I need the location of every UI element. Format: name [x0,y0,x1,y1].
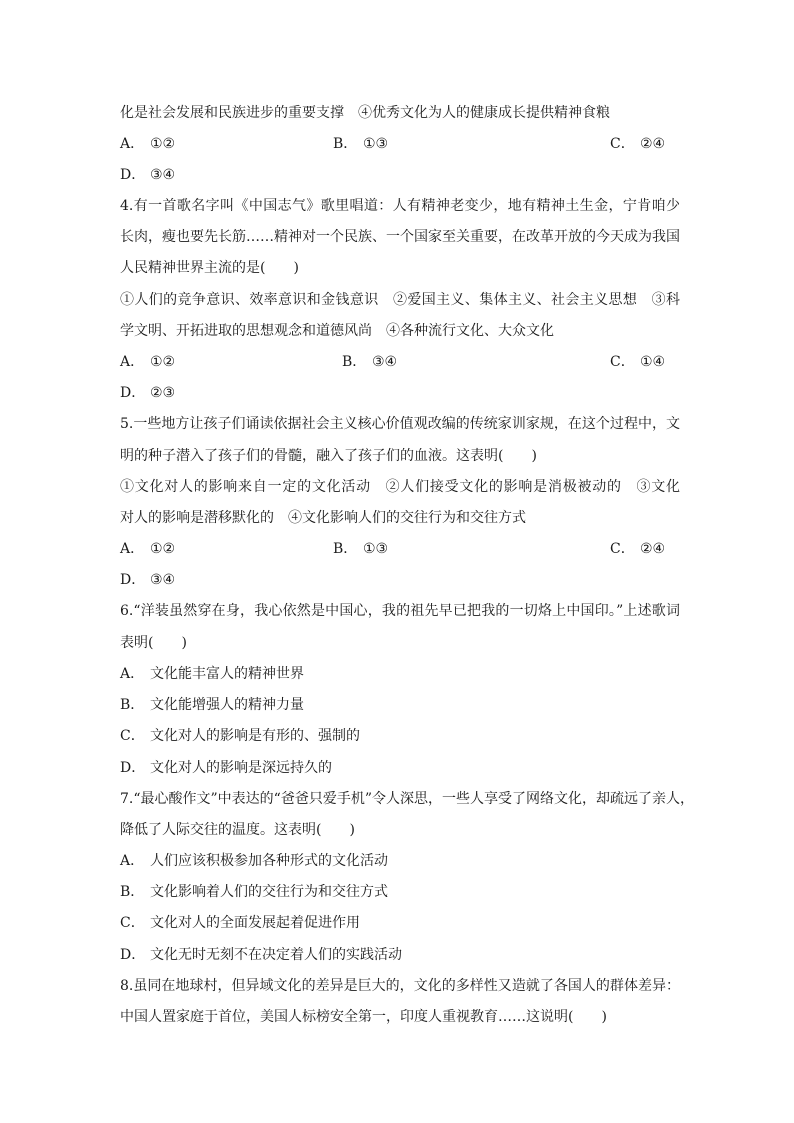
q7-line-1: 7.“最心酸作文”中表达的“爸爸只爱手机”令人深思，一些人享受了网络文化，却疏远了亲人， [120,791,694,807]
option-label: D． [120,385,146,401]
q8-line-1: 8.虽同在地球村，但异域文化的差异是巨大的，文化的多样性又造就了各国人的群体差异： [120,978,680,994]
q8-line-2: 中国人置家庭于首位，美国人标榜安全第一，印度人重视教育……这说明( ) [120,1009,607,1025]
option-text: 文化对人的影响是有形的、强制的 [150,728,360,744]
q4-line-3: 人民精神世界主流的是( ) [120,260,299,276]
option-text: 文化对人的全面发展起着促进作用 [150,915,360,931]
option-label: D． [120,760,146,776]
option-label: D． [120,947,146,963]
option-label: C． [610,354,635,370]
option-text: ③④ [372,354,398,370]
q3-option-d [120,165,175,185]
option-text: 文化能增强人的精神力量 [150,697,304,713]
q5-line-1: 5.一些地方让孩子们诵读依据社会主义核心价值观改编的传统家训家规，在这个过程中，文 [120,416,680,432]
option-text: ①② [150,354,176,370]
option-text: ③④ [150,572,176,588]
option-text: 文化对人的影响是深远持久的 [150,760,332,776]
option-text: ①③ [363,136,389,152]
option-text: 文化影响着人们的交往行为和交往方式 [150,884,388,900]
option-text: ②④ [640,541,666,557]
option-label: B． [120,884,145,900]
option-label: B． [333,541,358,557]
option-text: ①④ [640,354,666,370]
q4-line-4: ①人们的竞争意识、效率意识和金钱意识 ②爱国主义、集体主义、社会主义思想 ③科 [120,292,680,308]
q6-line-2: 表明( ) [120,635,187,651]
option-label: A． [120,541,145,557]
q5-option-d [120,570,175,590]
q4-line-5: 学文明、开拓进取的思想观念和道德风尚 ④各种流行文化、大众文化 [120,323,554,339]
option-text: ①② [150,136,176,152]
option-label: A． [120,136,145,152]
option-label: D． [120,167,146,183]
q7-option-a [120,851,388,871]
option-text: ①③ [363,541,389,557]
option-label: B． [120,697,145,713]
q7-option-d [120,945,402,965]
q6-option-c [120,726,360,746]
option-label: A． [120,666,145,682]
option-text: ②③ [150,385,176,401]
option-label: C． [120,728,145,744]
q4-option-a [120,352,175,372]
option-label: A． [120,853,145,869]
q3-option-a [120,134,175,154]
q6-option-b [120,695,304,715]
q5-option-b [333,539,388,559]
option-text: 文化能丰富人的精神世界 [150,666,304,682]
option-text: ③④ [150,167,176,183]
q5-line-2: 明的种子潜入了孩子们的骨髓，融入了孩子们的血液。这表明( ) [120,448,537,464]
q4-option-d [120,383,175,403]
option-label: B． [333,136,358,152]
option-label: C． [120,915,145,931]
q5-line-3: ①文化对人的影响来自一定的文化活动 ②人们接受文化的影响是消极被动的 ③文化 [120,479,680,495]
option-label: C． [610,136,635,152]
q5-line-4: 对人的影响是潜移默化的 ④文化影响人们的交往行为和交往方式 [120,510,526,526]
q5-option-a [120,539,175,559]
q7-option-b [120,882,388,902]
q7-option-c [120,913,360,933]
q6-option-a [120,664,304,684]
q4-line-1: 4.有一首歌名字叫《中国志气》歌里唱道：人有精神老变少，地有精神土生金，宁肯咱少 [120,198,680,214]
option-label: A． [120,354,145,370]
q6-option-d [120,758,332,778]
option-text: 文化无时无刻不在决定着人们的实践活动 [150,947,402,963]
q5-option-c [610,539,665,559]
option-text: ②④ [640,136,666,152]
option-text: 人们应该积极参加各种形式的文化活动 [150,853,388,869]
option-label: B． [342,354,367,370]
q3-option-c [610,134,665,154]
option-label: C． [610,541,635,557]
q4-line-2: 长肉，瘦也要先长筋……精神对一个民族、一个国家至关重要，在改革开放的今天成为我国 [120,229,680,245]
q7-line-2: 降低了人际交往的温度。这表明( ) [120,822,355,838]
option-label: D． [120,572,146,588]
q6-line-1: 6.“洋装虽然穿在身，我心依然是中国心，我的祖先早已把我的一切烙上中国印。”上述歌词 [120,603,680,619]
q4-option-c [610,352,665,372]
q3-tail-line: 化是社会发展和民族进步的重要支撑 ④优秀文化为人的健康成长提供精神食粮 [120,105,610,121]
q4-option-b [342,352,397,372]
q3-option-b [333,134,388,154]
option-text: ①② [150,541,176,557]
